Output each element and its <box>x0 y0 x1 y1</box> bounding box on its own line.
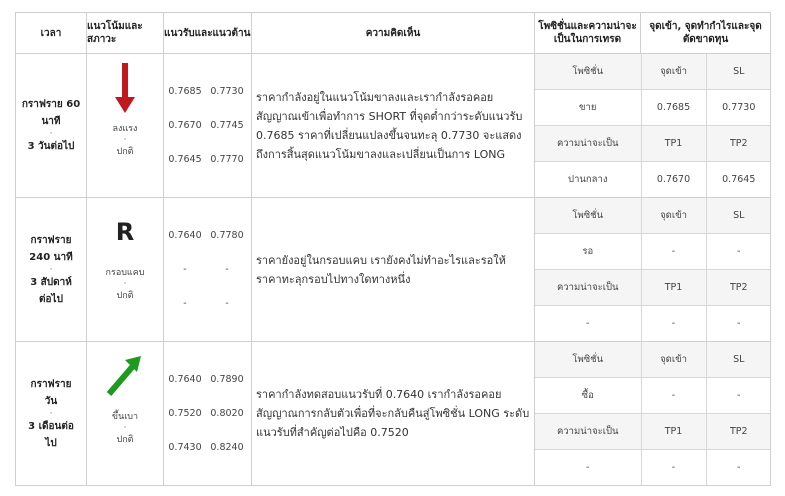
grid-cell: - <box>706 234 771 270</box>
grid-cell: - <box>706 306 771 342</box>
sr-pair <box>164 431 251 465</box>
resistance-value: - <box>225 298 229 309</box>
grid-cell: TP1 <box>641 270 706 306</box>
trend-cell: ขึ้นเบา · ปกติ <box>87 342 164 486</box>
trend-label: ขึ้นเบา <box>111 412 139 422</box>
trade-grid <box>535 198 771 341</box>
timeframe-label: กราฟราย 60 นาที <box>21 99 81 127</box>
trade-grid-cell <box>535 198 771 342</box>
timeframe-cell: กราฟราย 60 นาที · 3 วันต่อไป <box>16 54 87 198</box>
resistance-value: - <box>225 264 229 275</box>
resistance-value: 0.7890 <box>210 374 244 385</box>
grid-cell: 0.7685 <box>641 90 706 126</box>
support-resistance-cell <box>164 54 252 198</box>
grid-cell: ซื้อ <box>535 378 641 414</box>
grid-cell: โพซิชั่น <box>535 54 641 90</box>
grid-cell: ความน่าจะเป็น <box>535 270 641 306</box>
trend-status: ปกติ <box>116 291 134 301</box>
resistance-value: 0.7730 <box>210 86 244 97</box>
comment-cell: ราคากำลังทดสอบแนวรับที่ 0.7640 เรากำลังรอคอยสัญญาณการกลับตัวเพื่อที่จะกลับคืนสู่โพซิชั่น LONG ระดับแนวรับที่สำคัญต่อไปคือ 0.7520 <box>252 342 535 486</box>
horizon-label: 3 สัปดาห์ต่อไป <box>30 276 72 305</box>
grid-cell: ปานกลาง <box>535 162 641 198</box>
up-arrow-icon <box>87 342 163 410</box>
trend-status: ปกติ <box>116 147 134 157</box>
sr-pair <box>164 287 251 321</box>
support-value: 0.7430 <box>168 442 202 453</box>
timeframe-cell: กราฟราย 240 นาที · 3 สัปดาห์ต่อไป <box>16 198 87 342</box>
grid-cell: - <box>641 378 706 414</box>
analysis-table-container <box>15 12 770 486</box>
trend-label: กรอบแคบ <box>105 268 145 278</box>
resistance-value: 0.7745 <box>210 120 244 131</box>
grid-cell: 0.7645 <box>706 162 771 198</box>
header-row <box>16 13 771 54</box>
down-arrow-icon <box>87 54 163 122</box>
grid-cell: โพซิชั่น <box>535 198 641 234</box>
trend-status: ปกติ <box>116 435 134 445</box>
support-value: 0.7645 <box>168 154 202 165</box>
grid-cell: TP1 <box>641 414 706 450</box>
resistance-value: 0.7780 <box>210 230 244 241</box>
trend-cell: R กรอบแคบ · ปกติ <box>87 198 164 342</box>
support-value: - <box>183 264 187 275</box>
grid-cell: SL <box>706 198 771 234</box>
table-row <box>16 198 771 342</box>
grid-cell: 0.7730 <box>706 90 771 126</box>
resistance-value: 0.8020 <box>210 408 244 419</box>
resistance-value: 0.7770 <box>210 154 244 165</box>
header-comment: ความคิดเห็น <box>252 13 535 54</box>
grid-cell: จุดเข้า <box>641 342 706 378</box>
support-value: 0.7670 <box>168 120 202 131</box>
grid-cell: รอ <box>535 234 641 270</box>
grid-cell: - <box>641 234 706 270</box>
header-time: เวลา <box>16 13 87 54</box>
grid-cell: TP2 <box>706 414 771 450</box>
sr-pair <box>164 75 251 109</box>
timeframe-label: กราฟราย 240 นาที <box>29 234 73 263</box>
grid-cell: จุดเข้า <box>641 54 706 90</box>
analysis-table <box>15 12 771 486</box>
grid-cell: TP2 <box>706 270 771 306</box>
header-trend: แนวโน้มและสภาวะ <box>87 13 164 54</box>
r-range-icon <box>87 198 163 266</box>
trend-cell: ลงแรง · ปกติ <box>87 54 164 198</box>
header-support-resistance: แนวรับและแนวต้าน <box>164 13 252 54</box>
support-value: 0.7520 <box>168 408 202 419</box>
grid-cell: SL <box>706 54 771 90</box>
table-row <box>16 342 771 486</box>
grid-cell: - <box>706 378 771 414</box>
grid-cell: - <box>641 450 706 486</box>
grid-cell: โพซิชั่น <box>535 342 641 378</box>
trend-label: ลงแรง <box>112 124 138 134</box>
support-value: 0.7640 <box>168 374 202 385</box>
grid-cell: - <box>535 450 641 486</box>
sr-pair <box>164 397 251 431</box>
sr-pair <box>164 363 251 397</box>
timeframe-cell: กราฟราย วัน · 3 เดือนต่อไป <box>16 342 87 486</box>
sr-pair <box>164 219 251 253</box>
sr-pair <box>164 253 251 287</box>
grid-cell: TP1 <box>641 126 706 162</box>
header-entry: จุดเข้า, จุดทำกำไรและจุดตัดขาดทุน <box>641 13 771 54</box>
grid-cell: - <box>706 450 771 486</box>
horizon-label: 3 เดือนต่อไป <box>28 420 74 449</box>
grid-cell: 0.7670 <box>641 162 706 198</box>
trade-grid-cell <box>535 342 771 486</box>
support-value: - <box>183 298 187 309</box>
grid-cell: - <box>535 306 641 342</box>
support-resistance-cell <box>164 342 252 486</box>
support-resistance-cell <box>164 198 252 342</box>
trade-grid <box>535 54 771 197</box>
sr-pair <box>164 109 251 143</box>
grid-cell: ขาย <box>535 90 641 126</box>
grid-cell: ความน่าจะเป็น <box>535 414 641 450</box>
trade-grid <box>535 342 771 485</box>
timeframe-label: กราฟราย วัน <box>30 378 72 407</box>
grid-cell: TP2 <box>706 126 771 162</box>
header-position: โพซิชั่นและความน่าจะเป็นในการเทรด <box>535 13 641 54</box>
table-row <box>16 54 771 198</box>
grid-cell: จุดเข้า <box>641 198 706 234</box>
horizon-label: 3 วันต่อไป <box>27 141 75 152</box>
trade-grid-cell <box>535 54 771 198</box>
grid-cell: - <box>641 306 706 342</box>
support-value: 0.7685 <box>168 86 202 97</box>
comment-cell: ราคายังอยู่ในกรอบแคบ เรายังคงไม่ทำอะไรและรอให้ราคาทะลุกรอบไปทางใดทางหนึ่ง <box>252 198 535 342</box>
comment-cell: ราคากำลังอยู่ในแนวโน้มขาลงและเรากำลังรอคอยสัญญาณเข้าเพื่อทำการ SHORT ที่จุดต่ำกว่าระดับแนวรับ 0.7685 ราคาที่เปลี่ยนแปลงขึ้นจนทะลุ 0.7730 จะแสดงถึงการสิ้นสุดแนวโน้มขาลงและเปลี่ยนเป็นการ LONG <box>252 54 535 198</box>
grid-cell: SL <box>706 342 771 378</box>
resistance-value: 0.8240 <box>210 442 244 453</box>
grid-cell: ความน่าจะเป็น <box>535 126 641 162</box>
sr-pair <box>164 143 251 177</box>
range-letter: R <box>115 218 135 246</box>
support-value: 0.7640 <box>168 230 202 241</box>
